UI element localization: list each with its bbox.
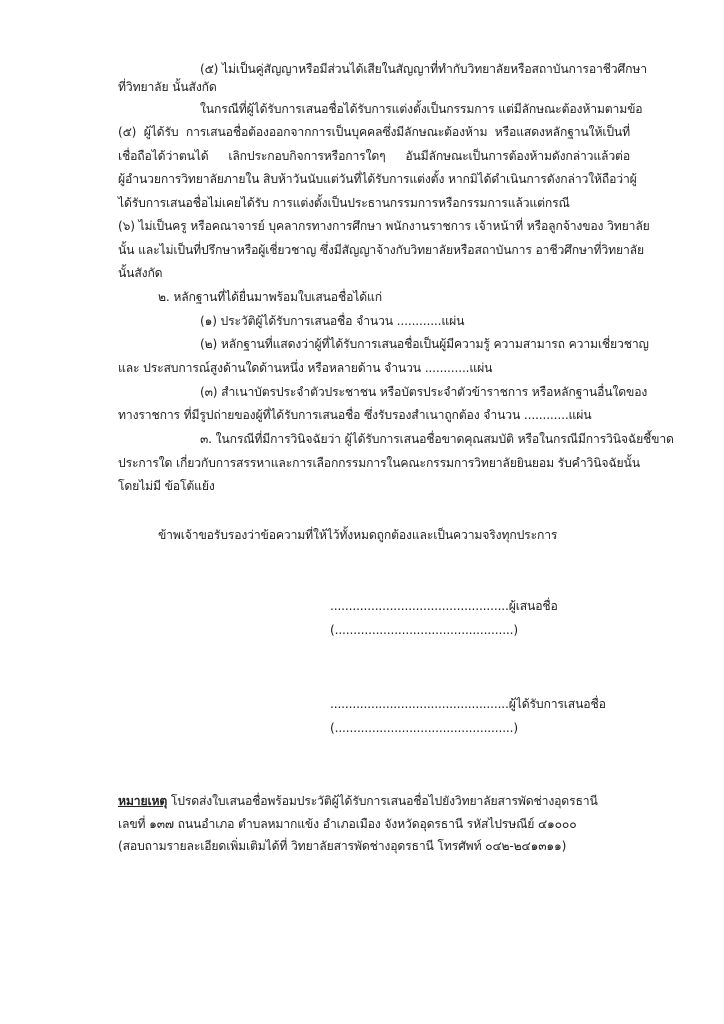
clause-6-line-2: นั้น และไม่เป็นที่ปรึกษาหรือผู้เชี่ยวชาญ ซึ่งมีสัญญาจ้างกับวิทยาลัยหรือสถาบันการ อาชีวศึกษาที่วิทยาลัย [118, 243, 644, 257]
evidence-item-2-line-2: และ ประสบการณ์สูงด้านใดด้านหนึ่ง หรือหลายด้าน จำนวน ............แผ่น [118, 361, 493, 375]
nominator-name-line: (................................................) [330, 623, 518, 637]
clause-6-line-1: (๖) ไม่เป็นครู หรือคณาจารย์ บุคลากรทางการศึกษา พนักงานราชการ เจ้าหน้าที่ หรือลูกจ้างของ วิทยาลัย [118, 219, 650, 233]
clause-5-line-1: (๕) ไม่เป็นคู่สัญญาหรือมีส่วนได้เสียในสัญญาที่ทำกับวิทยาลัยหรือสถาบันการอาชีวศึกษา [200, 62, 647, 76]
clause-6-line-3: นั้นสังกัด [118, 266, 163, 280]
evidence-item-2-line-1: (๒) หลักฐานที่แสดงว่าผู้ที่ได้รับการเสนอชื่อเป็นผู้มีความรู้ ความสามารถ ความเชี่ยวชาญ [200, 337, 649, 351]
certification-statement: ข้าพเจ้าขอรับรองว่าข้อความที่ให้ไว้ทั้งหมดถูกต้องและเป็นความจริงทุกประการ [158, 528, 558, 542]
section-3-line-2: ประการใด เกี่ยวกับการสรรหาและการเลือกกรรมการในคณะกรรมการวิทยาลัยยินยอม รับคำวินิจฉัยนั้น [118, 456, 640, 470]
section-3-line-3: โดยไม่มี ข้อโต้แย้ง [118, 479, 215, 493]
clause-5-line-2: ที่วิทยาลัย นั้นสังกัด [118, 80, 217, 94]
nominee-name-line: (................................................) [330, 721, 518, 735]
exception-para-line-4: ผู้อำนวยการวิทยาลัยภายใน สิบห้าวันนับแต่วันที่ได้รับการแต่งตั้ง หากมิได้ดำเนินการดังกล่าวให้ถือว่าผู้ [118, 172, 637, 186]
note-text-1: โปรดส่งใบเสนอชื่อพร้อมประวัติผู้ได้รับการเสนอชื่อไปยังวิทยาลัยสารพัดช่างอุดรธานี [167, 794, 598, 808]
note-line-2: เลขที่ ๑๓๗ ถนนอำเภอ ตำบลหมากแข้ง อำเภอเมือง จังหวัดอุดรธานี รหัสไปรษณีย์ ๔๑๐๐๐ [118, 817, 577, 831]
evidence-item-3-line-1: (๓) สำเนาบัตรประจำตัวประชาชน หรือบัตรประจำตัวข้าราชการ หรือหลักฐานอื่นใดของ [200, 385, 648, 399]
section-3-line-1: ๓. ในกรณีที่มีการวินิจฉัยว่า ผู้ได้รับการเสนอชื่อขาดคุณสมบัติ หรือในกรณีมีการวินิจฉัยชี้ขาด [200, 432, 674, 446]
section-2-heading: ๒. หลักฐานที่ได้ยื่นมาพร้อมใบเสนอชื่อได้แก่ [158, 290, 382, 304]
evidence-item-1: (๑) ประวัติผู้ได้รับการเสนอชื่อ จำนวน ............แผ่น [200, 314, 465, 328]
nominator-signature-line: ................................................ผู้เสนอชื่อ [330, 599, 558, 613]
exception-para-line-3: เชื่อถือได้ว่าตนได้ เลิกประกอบกิจการหรือการใดๆ อันมีลักษณะเป็นการต้องห้ามดังกล่าวแล้วต่อ [118, 149, 630, 163]
note-line-3: (สอบถามรายละเอียดเพิ่มเติมได้ที่ วิทยาลัยสารพัดช่างอุดรธานี โทรศัพท์ ๐๔๒-๒๔๑๓๑๑) [118, 839, 567, 853]
exception-para-line-2: (๕) ผู้ได้รับ การเสนอชื่อต้องออกจากการเป็นบุคคลซึ่งมีลักษณะต้องห้าม หรือแสดงหลักฐานให้เป็นที่ [118, 125, 630, 139]
evidence-item-3-line-2: ทางราชการ ที่มีรูปถ่ายของผู้ที่ได้รับการเสนอชื่อ ซึ่งรับรองสำเนาถูกต้อง จำนวน ............แผ่น [118, 408, 592, 422]
note-line-1 [118, 793, 598, 809]
exception-para-line-5: ได้รับการเสนอชื่อไม่เคยได้รับ การแต่งตั้งเป็นประธานกรรมการหรือกรรมการแล้วแต่กรณี [118, 196, 570, 210]
note-label: หมายเหตุ [118, 794, 168, 808]
exception-para-line-1: ในกรณีที่ผู้ได้รับการเสนอชื่อได้รับการแต่งตั้งเป็นกรรมการ แต่มีลักษณะต้องห้ามตามข้อ [200, 102, 643, 116]
nominee-signature-line: ................................................ผู้ได้รับการเสนอชื่อ [330, 697, 606, 711]
